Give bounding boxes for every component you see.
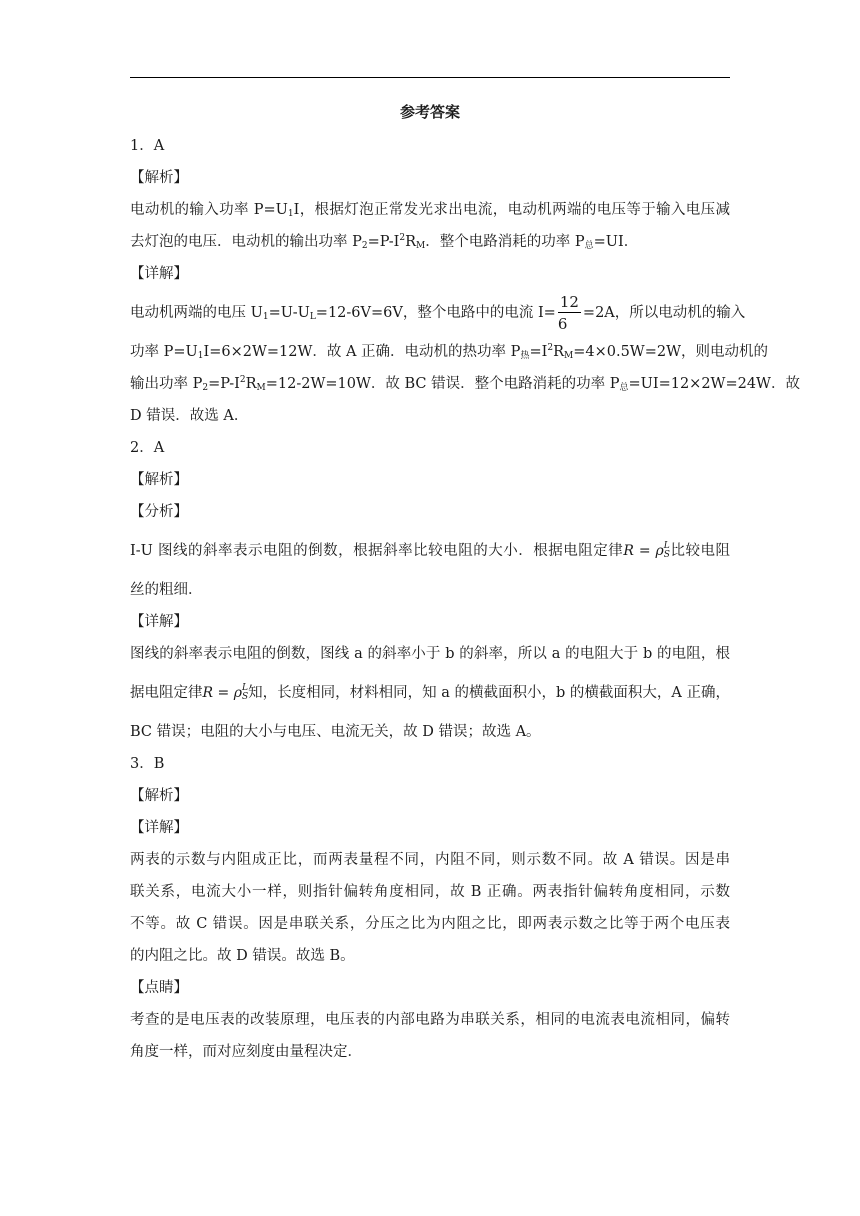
q3-jiexi-label: 【解析】 xyxy=(130,788,188,804)
page-title: 参考答案 xyxy=(399,103,460,121)
q2-fenxi-line-1: I-U 图线的斜率表示电阻的倒数，根据斜率比较电阻的大小．根据电阻定律R = ρ L S 比较电阻 xyxy=(130,541,730,560)
q3-point-line-2: 角度一样，而对应刻度由量程决定． xyxy=(130,1044,362,1060)
resistance-law-formula: R = ρ L S xyxy=(623,541,670,560)
q1-detail-line-4: D 错误．故选 A． xyxy=(130,408,249,424)
answer-document xyxy=(130,96,800,1068)
q2-detail-line-3: BC 错误；电阻的大小与电压、电流无关，故 D 错误；故选 A。 xyxy=(130,724,541,740)
q1-jiexi-label: 【解析】 xyxy=(130,170,188,186)
q3-dianjing-label: 【点睛】 xyxy=(130,980,188,996)
q3-detail-line-4: 的内阻之比。故 D 错误。故选 B。 xyxy=(130,948,355,964)
resistance-law-formula-2: R = ρ L S xyxy=(202,683,249,702)
q1-jiexi-line-1: 电动机的输入功率 $P=U_1I$，根据灯泡正常发光求出电流，电动机两端的电压等于输入电压减 xyxy=(130,202,730,219)
q3-point-line-1: 考查的是电压表的改装原理，电压表的内部电路为串联关系，相同的电流表电流相同，偏转 xyxy=(130,1012,730,1028)
q2-fenxi-line-2: 丝的粗细． xyxy=(130,582,203,598)
q3-detail-line-1: 两表的示数与内阻成正比，而两表量程不同，内阻不同，则示数不同。故 A 错误。因是串 xyxy=(130,852,730,868)
q1-jiexi-line-2: 去灯泡的电压．电动机的输出功率 $P_2=P-I^2R_M$．整个电路消耗的功率 $P_总=UI$． xyxy=(130,233,639,251)
q3-answer: 3．B xyxy=(130,756,165,772)
q2-jiexi-label: 【解析】 xyxy=(130,472,188,488)
q3-detail-line-2: 联关系，电流大小一样，则指针偏转角度相同，故 B 正确。两表指针偏转角度相同，示数 xyxy=(130,884,730,900)
q2-fenxi-label: 【分析】 xyxy=(130,504,188,520)
q3-xiangjie-label: 【详解】 xyxy=(130,820,188,836)
current-fraction: $\frac{12}{6}$ xyxy=(557,292,579,333)
q2-detail-line-2: 据电阻定律R = ρ L S 知，长度相同，材料相同，知 a 的横截面积小，b 的横截面积大，A 正确， xyxy=(130,683,730,702)
q1-xiangjie-label: 【详解】 xyxy=(130,266,188,282)
q1-detail-line-2: 功率 $P=U_1I=6\times 2W=12W$．故 A 正确．电动机的热功率 $P_热=I^2R_M=4\times 0.5W=2W$，则电动机的 xyxy=(130,343,768,361)
q1-detail-line-1: 电动机两端的电压 $U_1=U-U_L=12-6V=6V$，整个电路中的电流 I= $\frac{12}{6}$ =2A，所以电动机的输入 xyxy=(130,292,746,333)
q1-answer: 1．A xyxy=(130,138,165,154)
q1-detail-line-3: 输出功率 $P_2=P-I^2R_M=12-2W=10W$．故 BC 错误．整个电路消耗的功率 $P_总=UI=12\times 2W=24W$．故 xyxy=(130,375,800,393)
q2-answer: 2．A xyxy=(130,440,165,456)
header-rule xyxy=(130,77,730,78)
q3-detail-line-3: 不等。故 C 错误。因是串联关系，分压之比为内阻之比，即两表示数之比等于两个电压表 xyxy=(130,916,730,932)
q2-detail-line-1: 图线的斜率表示电阻的倒数，图线 a 的斜率小于 b 的斜率，所以 a 的电阻大于 b 的电阻，根 xyxy=(130,646,730,662)
q2-xiangjie-label: 【详解】 xyxy=(130,614,188,630)
